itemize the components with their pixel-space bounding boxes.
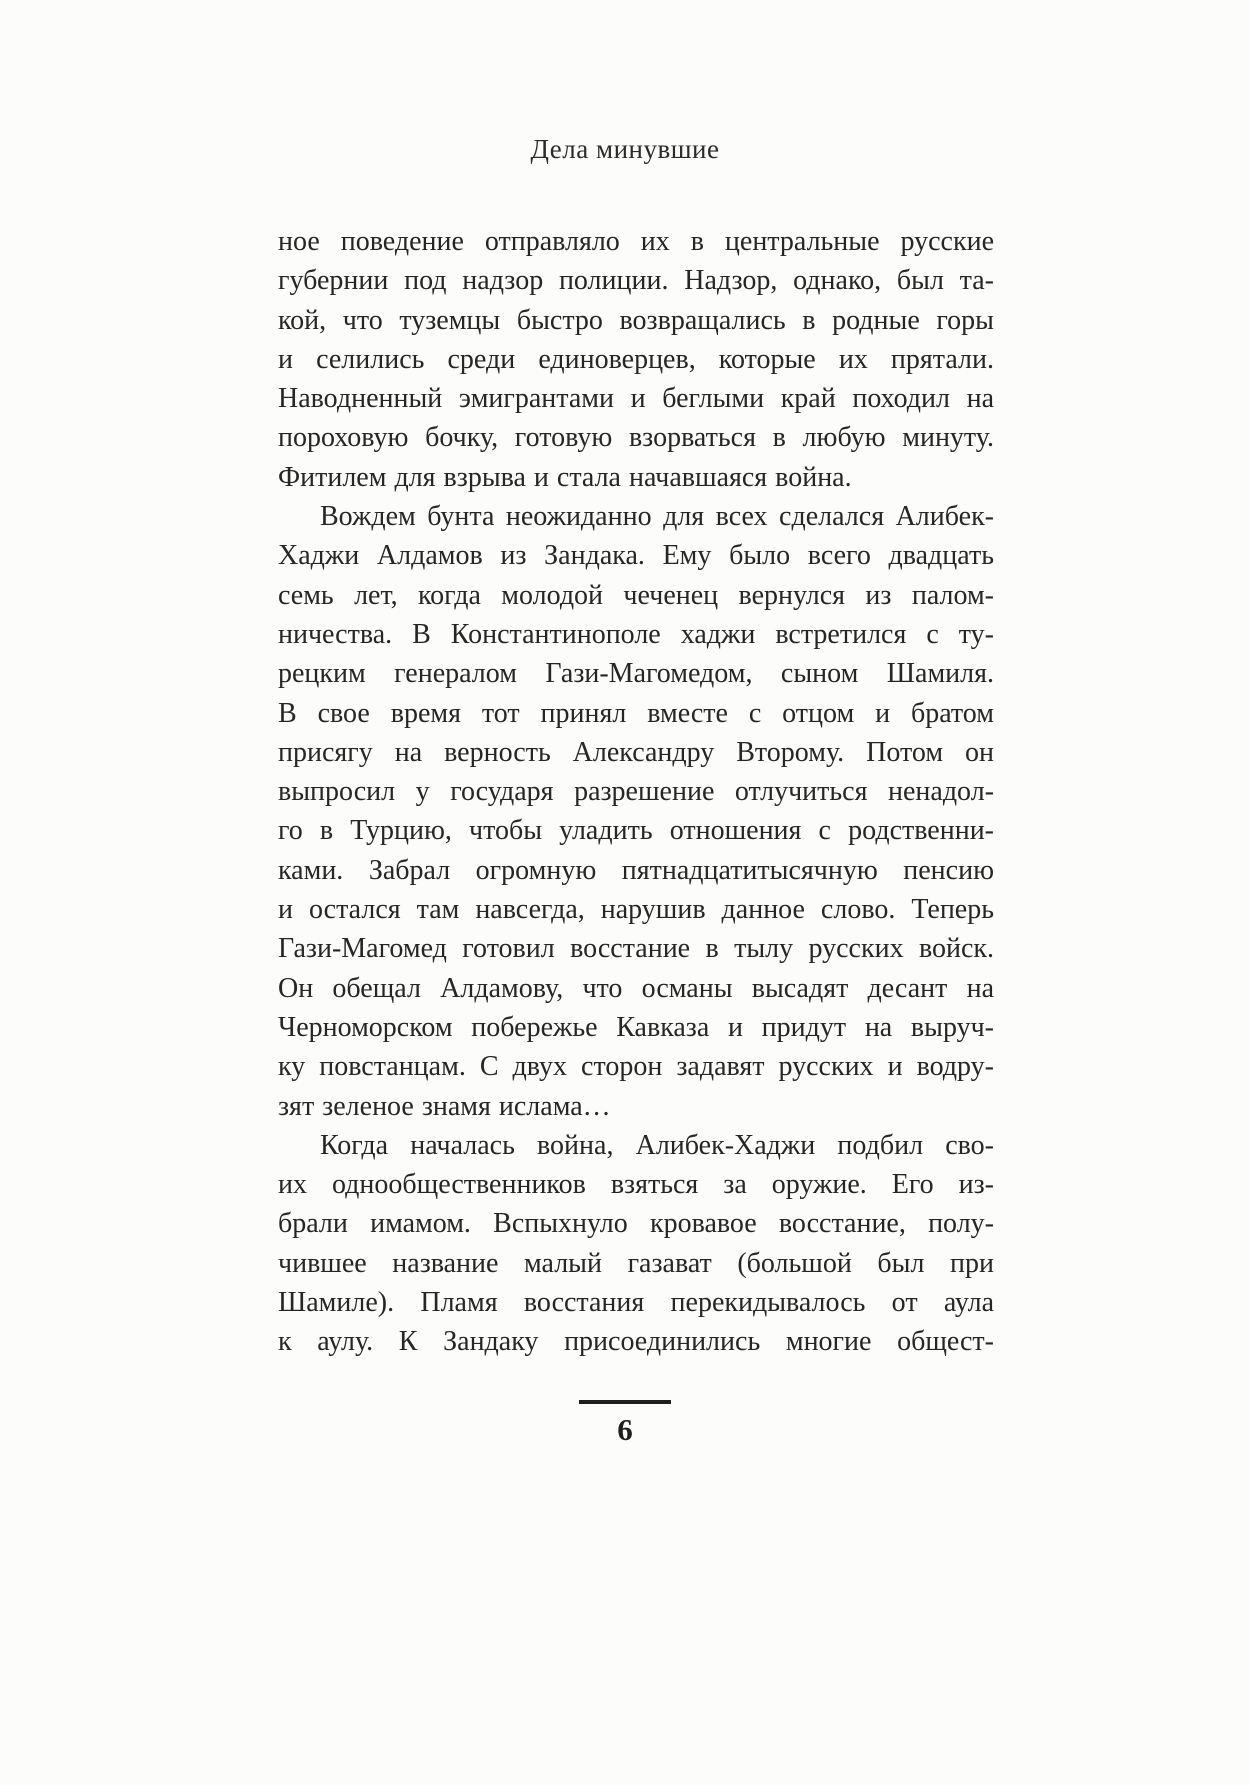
body-text: [278, 222, 994, 1362]
text-line: зят зеленое знамя ислама…: [278, 1090, 611, 1122]
text-line: губернии под надзор полиции. Надзор, однако, был та-: [278, 265, 994, 297]
text-line: Вождем бунта неожиданно для всех сделался Алибек-: [320, 501, 994, 533]
text-line: пороховую бочку, готовую взорваться в любую минуту.: [278, 422, 994, 454]
text-line: Когда началась война, Алибек-Хаджи подбил сво-: [320, 1129, 994, 1161]
text-line: ками. Забрал огромную пятнадцатитысячную пенсию: [278, 854, 994, 886]
text-line: и селились среди единоверцев, которые их прятали.: [278, 343, 994, 375]
text-line: рецким генералом Гази-Магомедом, сыном Шамиля.: [278, 658, 994, 690]
text-line: ничества. В Константинополе хаджи встретился с ту-: [278, 618, 994, 650]
running-header: Дела минувшие: [530, 134, 720, 164]
text-line: Он обещал Алдамову, что османы высадят десант на: [278, 972, 994, 1004]
text-line: чившее название малый газават (большой был при: [278, 1247, 994, 1279]
footer-rule: [579, 1400, 671, 1404]
page-footer: [0, 1400, 1250, 1448]
text-line: Хаджи Алдамов из Зандака. Ему было всего двадцать: [278, 540, 994, 572]
text-line: выпросил у государя разрешение отлучиться ненадол-: [278, 776, 994, 808]
text-line: ное поведение отправляло их в центральные русские: [278, 226, 994, 257]
text-line: Наводненный эмигрантами и беглыми край походил на: [278, 383, 994, 415]
text-line: Шамиле). Пламя восстания перекидывалось от аула: [278, 1287, 994, 1319]
page-number: 6: [617, 1412, 633, 1447]
text-line: Черноморском побережье Кавказа и придут на выруч-: [278, 1011, 994, 1043]
text-line: их однообщественников взяться за оружие. Его из-: [278, 1169, 994, 1201]
text-line: присягу на верность Александру Второму. Потом он: [278, 736, 994, 768]
text-line: кой, что туземцы быстро возвращались в родные горы: [278, 304, 994, 336]
text-line: Гази-Магомед готовил восстание в тылу русских войск.: [278, 933, 994, 965]
text-line: брали имамом. Вспыхнуло кровавое восстание, полу-: [278, 1208, 994, 1240]
text-line: Фитилем для взрыва и стала начавшаяся война.: [278, 461, 852, 493]
text-line: семь лет, когда молодой чеченец вернулся из палом-: [278, 579, 994, 611]
text-line: к аулу. К Зандаку присоединились многие общест-: [278, 1326, 994, 1358]
text-line: ку повстанцам. С двух сторон задавят русских и водру-: [278, 1051, 994, 1083]
text-line: В свое время тот принял вместе с отцом и братом: [278, 697, 994, 729]
text-line: го в Турцию, чтобы уладить отношения с родственни-: [278, 815, 994, 847]
text-line: и остался там навсегда, нарушив данное слово. Теперь: [278, 894, 994, 926]
